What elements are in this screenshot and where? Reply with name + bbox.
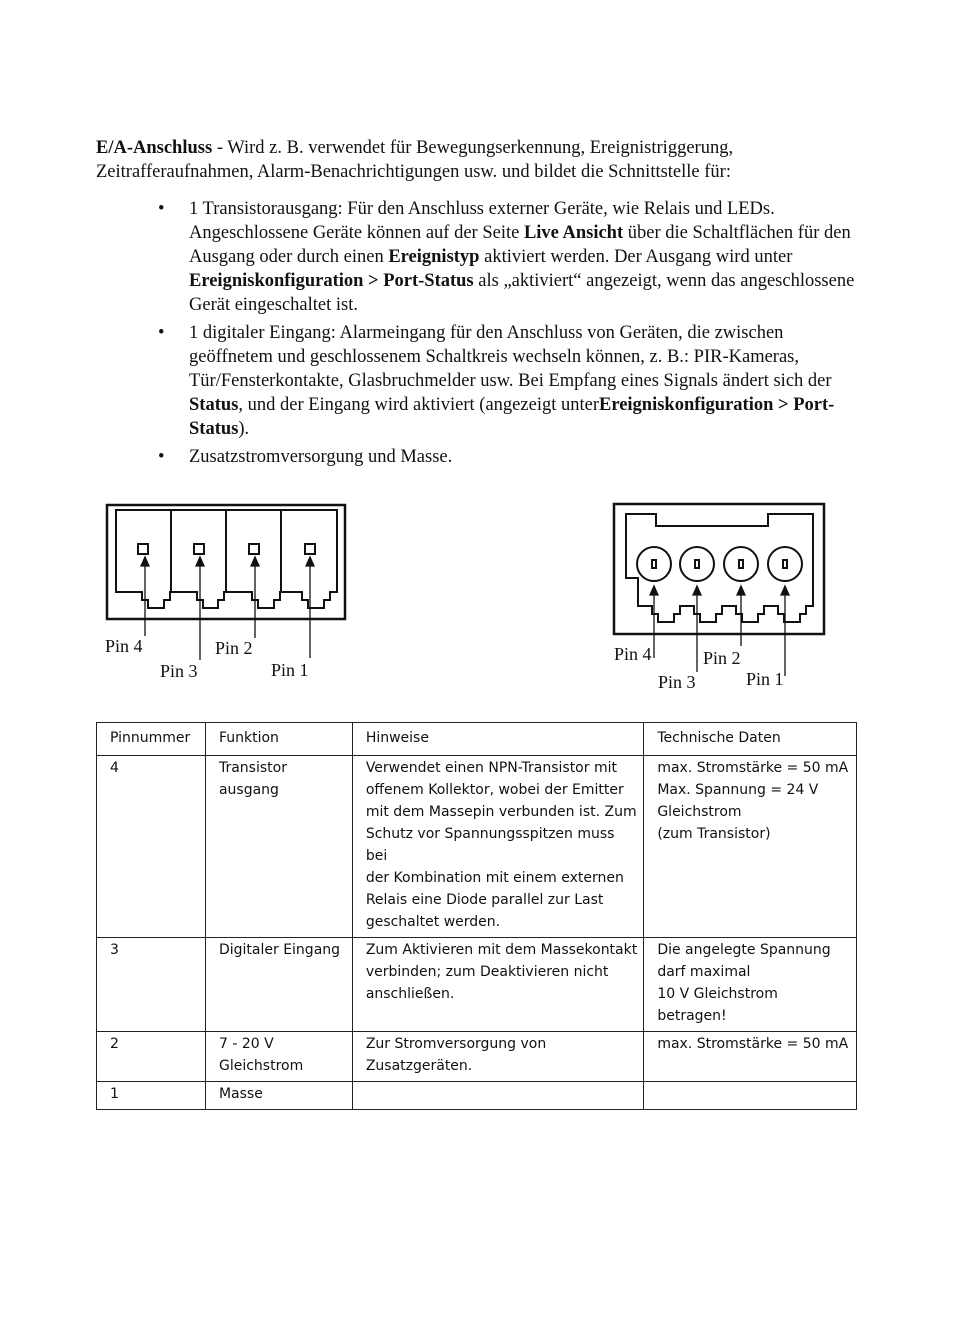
cell-line: Transistor: [218, 760, 287, 776]
ui-term-status: Status: [189, 395, 239, 415]
cell-line: geschaltet werden.: [365, 914, 501, 930]
bullet-transistor-output: [96, 197, 866, 317]
cell-line: Die angelegte Spannung: [657, 942, 831, 958]
bullet-dot: •: [158, 199, 165, 219]
cell-line: (zum Transistor): [657, 826, 771, 842]
bullet-digital-input: [96, 321, 866, 441]
cell-line: mit dem Massepin verbunden ist. Zum: [365, 804, 637, 820]
pin2-label: Pin 2: [703, 648, 741, 668]
table-row: [97, 756, 857, 938]
ui-term-port-status: Ereigniskonfiguration > Port-Status: [189, 271, 474, 291]
cell-line: betragen!: [657, 1008, 727, 1024]
cell-notes: [352, 1032, 644, 1082]
ui-term-live-ansicht: Live Ansicht: [523, 223, 624, 243]
ui-term-ereignistyp: Ereignistyp: [388, 247, 480, 267]
cell-line: Gleichstrom: [657, 804, 742, 820]
ui-term-port-status: Ereigniskonfiguration > Port-Status: [189, 395, 835, 439]
intro-term: E/A-Anschluss: [96, 138, 213, 158]
pin1-label: Pin 1: [271, 660, 309, 680]
header-hinweise: Hinweise: [352, 723, 644, 756]
cell-line: max. Stromstärke = 50 mA: [657, 1036, 849, 1052]
bullet-dot: •: [158, 323, 165, 343]
header-technische-daten: Technische Daten: [644, 723, 857, 756]
cell-line: Masse: [218, 1086, 263, 1102]
cell-line: 7 - 20 V: [218, 1036, 274, 1052]
cell-function: [205, 756, 352, 938]
pin2-label: Pin 2: [215, 638, 253, 658]
table-row: [97, 938, 857, 1032]
pin-table: [96, 722, 857, 1110]
cell-line: Gleichstrom: [218, 1058, 304, 1074]
cell-line: Verwendet einen NPN-Transistor mit: [365, 760, 617, 776]
cell-function: [205, 1032, 352, 1082]
table-row: [97, 1082, 857, 1110]
header-pinnummer: Pinnummer: [97, 723, 206, 756]
bullet-text: als „aktiviert“ angezeigt, wenn das angeschlossene Gerät eingeschaltet ist.: [189, 271, 855, 315]
cell-line: ausgang: [218, 782, 279, 798]
cell-line: max. Stromstärke = 50 mA: [657, 760, 849, 776]
cell-pin: 1: [97, 1082, 206, 1110]
cell-line: Zusatzgeräten.: [365, 1058, 473, 1074]
cell-line: Zur Stromversorgung von: [365, 1036, 547, 1052]
cell-line: offenem Kollektor, wobei der Emitter: [365, 782, 624, 798]
bullet-text: 1 digitaler Eingang: Alarmeingang für den Anschluss von Geräten, die zwischen geöffnetem und geschlossenem Schaltkreis wechseln können, z. B.: PIR-Kameras, Tür/Fensterkontakte, Glasbruchmelder usw. Bei Empfang eines Signals ändert sich der: [189, 323, 832, 391]
pin3-label: Pin 3: [160, 661, 198, 681]
bullet-text: 1 Transistorausgang: Für den Anschluss externer Geräte, wie Relais und LEDs. Angeschlossene Geräte können auf der Seite: [189, 199, 775, 243]
cell-notes: [352, 938, 644, 1032]
cell-notes: [352, 756, 644, 938]
cell-line: Relais eine Diode parallel zur Last: [365, 892, 604, 908]
cell-pin: 2: [97, 1032, 206, 1082]
bullet-text: , und der Eingang wird aktiviert (angezeigt unter: [238, 395, 599, 415]
bullet-power: [96, 445, 866, 469]
bullet-text: Zusatzstromversorgung und Masse.: [189, 447, 453, 467]
bullet-text: über die Schaltflächen für den Ausgang oder durch einen: [189, 223, 851, 267]
header-funktion: Funktion: [205, 723, 352, 756]
bullet-dot: •: [158, 447, 165, 467]
cell-line: Max. Spannung = 24 V: [657, 782, 819, 798]
cell-line: 10 V Gleichstrom: [657, 986, 778, 1002]
connector-diagram-right: [608, 498, 838, 698]
cell-line: darf maximal: [657, 964, 751, 980]
bullet-text: aktiviert werden. Der Ausgang wird unter: [479, 247, 793, 267]
intro-paragraph: [96, 136, 866, 184]
intro-text: - Wird z. B. verwendet für Bewegungserkennung, Ereignistriggerung, Zeitrafferaufnahmen, Alarm-Benachrichtigungen usw. und bildet die Schnittstelle für:: [96, 138, 734, 182]
cell-line: anschließen.: [365, 986, 455, 1002]
cell-line: Zum Aktivieren mit dem Massekontakt: [365, 942, 638, 958]
cell-line: Schutz vor Spannungsspitzen muss bei: [365, 826, 615, 864]
cell-pin: 3: [97, 938, 206, 1032]
connector-diagram-left: [100, 500, 360, 690]
bullet-text: ).: [238, 419, 250, 439]
table-row: [97, 1032, 857, 1082]
pin3-label: Pin 3: [658, 672, 696, 692]
cell-specs: [644, 1032, 857, 1082]
pin4-label: Pin 4: [105, 636, 143, 656]
cell-line: verbinden; zum Deaktivieren nicht: [365, 964, 609, 980]
cell-notes: [352, 1082, 644, 1110]
pin4-label: Pin 4: [614, 644, 652, 664]
pin1-label: Pin 1: [746, 669, 784, 689]
cell-specs: [644, 938, 857, 1032]
cell-function: [205, 1082, 352, 1110]
table-header-row: [97, 723, 857, 756]
cell-specs: [644, 756, 857, 938]
cell-pin: 4: [97, 756, 206, 938]
bullet-list: [96, 197, 866, 473]
cell-line: der Kombination mit einem externen: [365, 870, 624, 886]
cell-function: [205, 938, 352, 1032]
cell-specs: [644, 1082, 857, 1110]
cell-line: Digitaler Eingang: [218, 942, 341, 958]
